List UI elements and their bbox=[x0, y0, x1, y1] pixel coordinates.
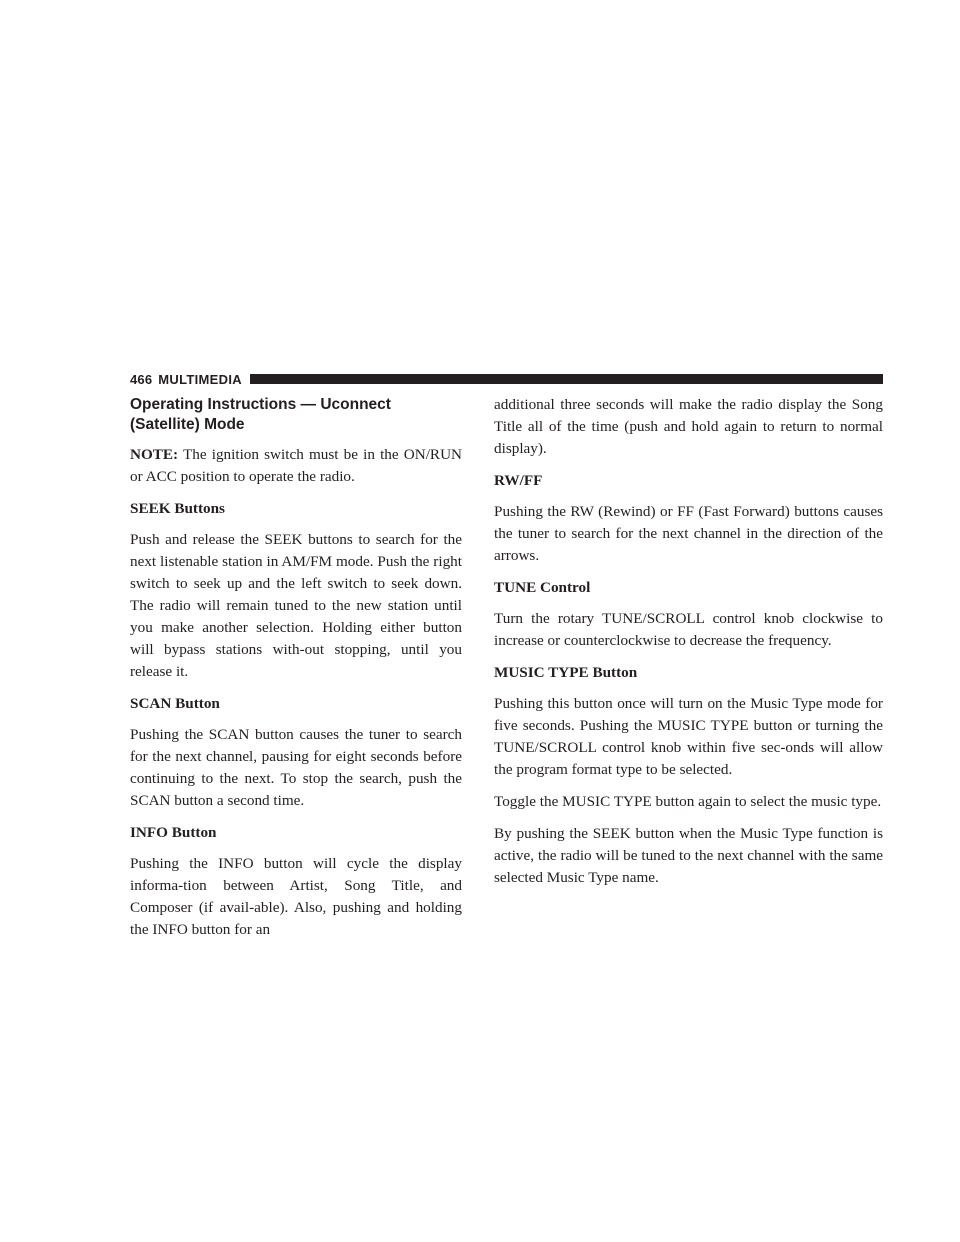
note-label: NOTE: bbox=[130, 446, 179, 463]
music-type-paragraph-1: Pushing this button once will turn on the Music Type mode for five seconds. Pushing the MUSIC TYPE button or turning the TUNE/SCROLL control knob within five sec-onds will allow the program format type to be selected. bbox=[494, 695, 883, 778]
music-type-paragraph-2: Toggle the MUSIC TYPE button again to select the music type. bbox=[494, 793, 882, 810]
scan-paragraph: Pushing the SCAN button causes the tuner to search for the next channel, pausing for eight seconds before continuing to the next. To stop the search, push the SCAN button a second time. bbox=[130, 726, 462, 809]
tune-paragraph: Turn the rotary TUNE/SCROLL control knob clockwise to increase or counterclockwise to decrease the frequency. bbox=[494, 610, 883, 649]
page-header bbox=[130, 371, 883, 387]
section-title: Operating Instructions — Uconnect (Satellite) Mode bbox=[130, 396, 391, 433]
rwff-paragraph: Pushing the RW (Rewind) or FF (Fast Forward) buttons causes the tuner to search for the next channel in the direction of the arrows. bbox=[494, 503, 883, 564]
info-continued-paragraph: additional three seconds will make the radio display the Song Title all of the time (push and hold again to return to normal display). bbox=[494, 396, 883, 457]
section-name: MULTIMEDIA bbox=[158, 371, 242, 387]
music-type-paragraph-3: By pushing the SEEK button when the Music Type function is active, the radio will be tuned to the next channel with the same selected Music Type name. bbox=[494, 825, 883, 886]
seek-heading: SEEK Buttons bbox=[130, 500, 225, 517]
left-column bbox=[130, 393, 462, 951]
note-text: The ignition switch must be in the ON/RUN or ACC position to operate the radio. bbox=[130, 446, 462, 485]
right-column bbox=[494, 393, 883, 899]
seek-paragraph: Push and release the SEEK buttons to search for the next listenable station in AM/FM mode. Push the right switch to seek up and the left switch to seek down. The radio will remain tuned to the new station until you make another selection. Holding either button will bypass stations with-out stopping, until you release it. bbox=[130, 531, 462, 680]
note-paragraph bbox=[130, 444, 462, 488]
page-number: 466 bbox=[130, 371, 153, 387]
rwff-heading: RW/FF bbox=[494, 472, 543, 489]
header-rule bbox=[250, 374, 883, 384]
info-heading: INFO Button bbox=[130, 824, 217, 841]
music-type-heading: MUSIC TYPE Button bbox=[494, 664, 638, 681]
info-paragraph: Pushing the INFO button will cycle the display informa-tion between Artist, Song Title, and Composer (if avail-able). Also, pushing and holding the INFO button for an bbox=[130, 855, 462, 938]
scan-heading: SCAN Button bbox=[130, 695, 220, 712]
tune-heading: TUNE Control bbox=[494, 579, 591, 596]
